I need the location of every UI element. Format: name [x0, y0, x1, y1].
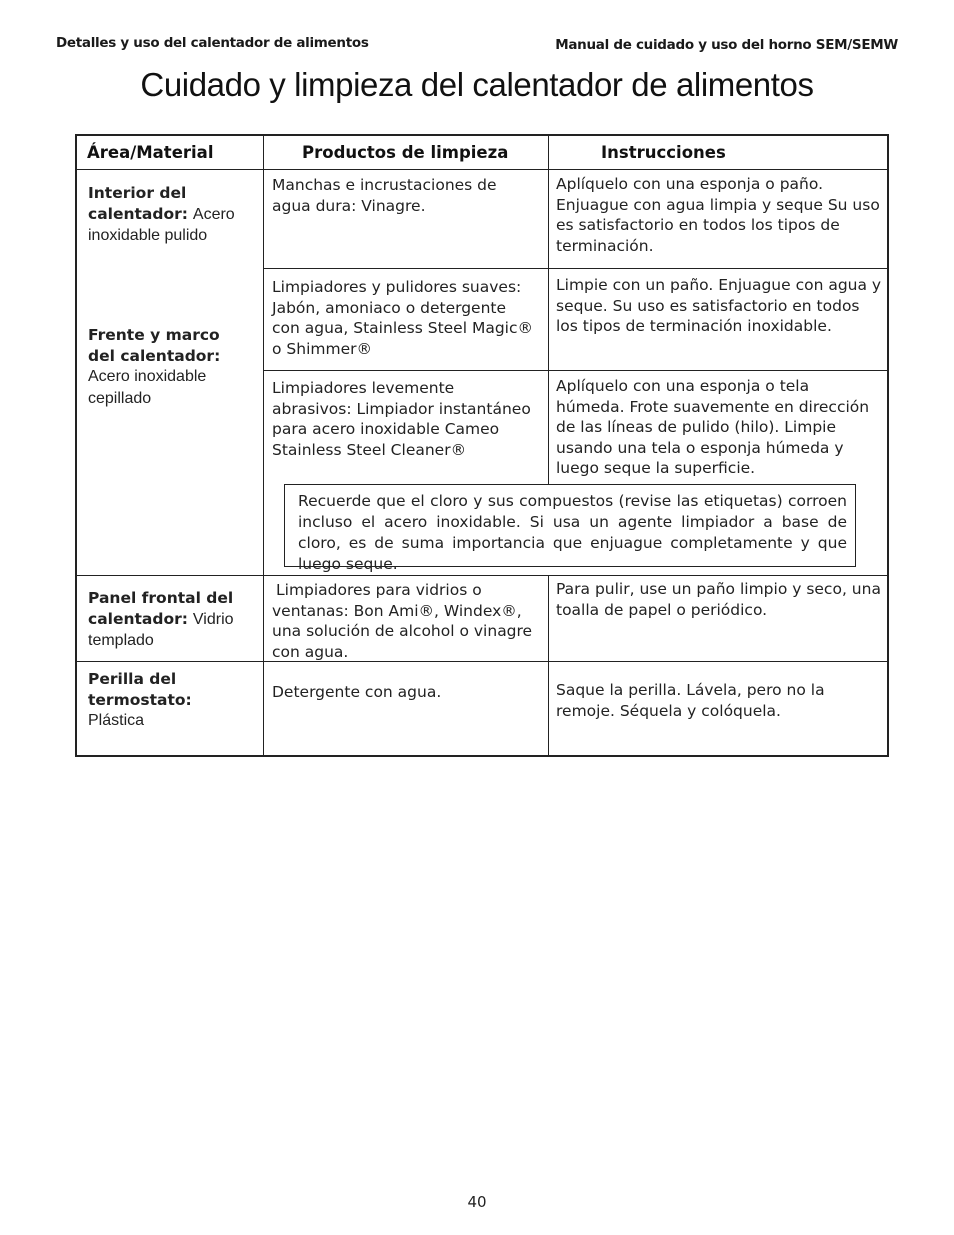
- product-row-2: Limpiadores y pulidores suaves: Jabón, amoniaco o detergente con agua, Stainless Steel Magic® o Shimmer®: [272, 278, 533, 358]
- instruction-row-4: Para pulir, use un paño limpio y seco, una toalla de papel o periódico.: [556, 580, 881, 619]
- cleaning-table: [75, 134, 889, 757]
- area-panel-material: Vidrio templado: [88, 610, 234, 649]
- row-divider-1: [263, 268, 889, 269]
- table-border-left: [75, 134, 77, 757]
- column-header-products: Productos de limpieza: [302, 143, 509, 162]
- area-perilla-material: Plástica: [88, 712, 145, 729]
- area-interior: [88, 183, 248, 247]
- area-panel: [88, 588, 250, 652]
- table-border-right: [887, 134, 889, 757]
- area-frente-material: Acero inoxidable cepillado: [88, 368, 207, 407]
- instruction-row-3: Aplíquelo con una esponja o tela húmeda. Frote suavemente en dirección de las líneas de pulido (hilo). Limpie usando una tela o esponja húmeda y luego seque la superficie.: [556, 377, 870, 477]
- instruction-row-1: Aplíquelo con una esponja o paño. Enjuague con agua limpia y seque Su uso es satisfactorio en todos los tipos de terminación.: [556, 175, 880, 255]
- area-perilla-label: Perilla del termostato:: [88, 670, 192, 709]
- area-perilla: [88, 669, 198, 732]
- chlorine-warning-note: Recuerde que el cloro y sus compuestos (revise las etiquetas) corroen incluso el acero inoxidable. Si usa un agente limpiador a base de cloro, es de suma importancia que enjuague completamente y que luego seque.: [284, 484, 856, 567]
- area-frente-label: Frente y marco del calentador:: [88, 326, 221, 365]
- area-interior-label: Interior del calentador:: [88, 184, 188, 223]
- area-frente: [88, 325, 228, 409]
- product-row-5: Detergente con agua.: [272, 683, 442, 701]
- product-row-3: Limpiadores levemente abrasivos: Limpiador instantáneo para acero inoxidable Cameo Stainless Steel Cleaner®: [272, 379, 531, 459]
- area-interior-material: Acero inoxidable pulido: [88, 205, 235, 244]
- area-panel-label: Panel frontal del calentador:: [88, 589, 234, 628]
- instruction-row-2: Limpie con un paño. Enjuague con agua y seque. Su uso es satisfactorio en todos los tipos de terminación inoxidable.: [556, 276, 882, 335]
- header-manual-title: Manual de cuidado y uso del horno SEM/SEMW: [555, 37, 898, 53]
- table-border-top: [75, 134, 889, 136]
- table-border-bottom: [75, 755, 889, 757]
- instruction-row-5: Saque la perilla. Lávela, pero no la remoje. Séquela y colóquela.: [556, 681, 825, 720]
- row-divider-3: [75, 575, 889, 576]
- column-divider-1: [263, 134, 264, 757]
- header-section-title: Detalles y uso del calentador de alimentos: [56, 35, 369, 51]
- column-divider-2b: [548, 575, 549, 757]
- page-number: 40: [467, 1193, 487, 1211]
- page-title: Cuidado y limpieza del calentador de alimentos: [140, 66, 814, 103]
- row-divider-header: [75, 169, 889, 170]
- column-divider-2: [548, 134, 549, 484]
- column-header-instructions: Instrucciones: [601, 143, 726, 162]
- product-row-4: Limpiadores para vidrios o ventanas: Bon Ami®, Windex®, una solución de alcohol o vinagre con agua.: [272, 581, 533, 661]
- row-divider-2: [263, 370, 889, 371]
- column-header-area: Área/Material: [87, 143, 214, 162]
- product-row-1: Manchas e incrustaciones de agua dura: Vinagre.: [272, 176, 497, 215]
